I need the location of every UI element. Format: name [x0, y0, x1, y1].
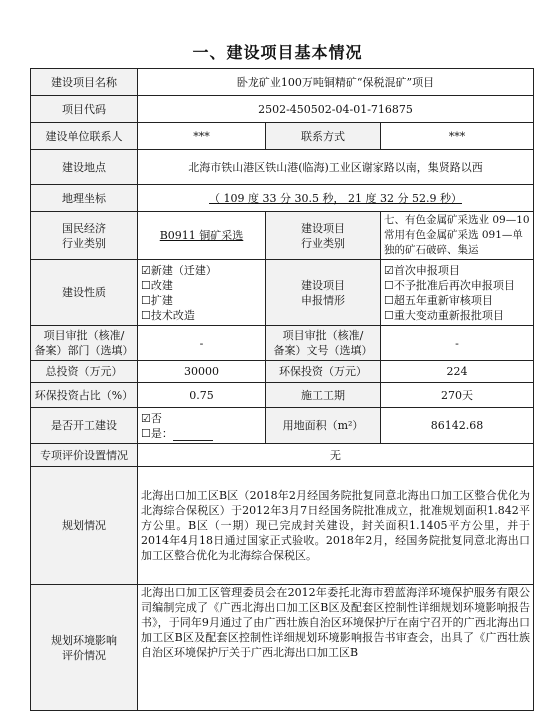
declaration-label: 建设项目 申报情形 [266, 260, 381, 326]
industry-label: 国民经济 行业类别 [31, 212, 138, 260]
nature-option-expand[interactable]: ☐扩建 [141, 293, 173, 307]
declaration-options [381, 260, 534, 326]
declaration-option-review[interactable]: ☐超五年重新审核项目 [384, 293, 493, 307]
planning-eia-value: 北海出口加工区管理委员会在2012年委托北海市碧蓝海洋环境保护服务有限公司编制完成了《广西北海出口加工区B区及配套区控制性详细规划环境影响报告书》，于同年9月通过了由广西壮族自治区环境保护厅在南宁召开的广西北海出口加工区B区及配套区控制性详细规划环境影响报告书审查会，出具了《广西壮族自治区环境保护厅关于广西北海出口加工区B [138, 585, 534, 711]
duration-value: 270天 [381, 383, 534, 408]
started-option-no[interactable]: ☑否 [141, 411, 162, 425]
contact-method-value: *** [381, 123, 534, 150]
contact-method-label: 联系方式 [266, 123, 381, 150]
planning-label: 规划情况 [31, 467, 138, 585]
contact-label: 建设单位联系人 [31, 123, 138, 150]
env-investment-label: 环保投资（万元） [266, 361, 381, 383]
coords-label: 地理坐标 [31, 185, 138, 212]
land-area-label: 用地面积（m²） [266, 408, 381, 444]
declaration-option-major[interactable]: ☐重大变动重新报批项目 [384, 308, 504, 322]
approval-doc-label: 项目审批（核准/ 备案）文号（选填） [266, 326, 381, 361]
special-eval-label: 专项评价设置情况 [31, 444, 138, 467]
ratio-value: 0.75 [138, 383, 266, 408]
project-code-label: 项目代码 [31, 96, 138, 123]
nature-label: 建设性质 [31, 260, 138, 326]
nature-option-rebuild[interactable]: ☐改建 [141, 278, 173, 292]
ratio-label: 环保投资占比（%） [31, 383, 138, 408]
industry-category-label: 建设项目 行业类别 [266, 212, 381, 260]
investment-label: 总投资（万元） [31, 361, 138, 383]
env-investment-value: 224 [381, 361, 534, 383]
project-name-label: 建设项目名称 [31, 69, 138, 96]
location-label: 建设地点 [31, 150, 138, 185]
duration-label: 施工工期 [266, 383, 381, 408]
page-title: 一、建设项目基本情况 [192, 43, 363, 62]
approval-dept-label: 项目审批（核准/ 备案）部门（选填） [31, 326, 138, 361]
special-eval-value: 无 [138, 444, 534, 467]
declaration-option-resubmit[interactable]: ☐不予批准后再次申报项目 [384, 278, 515, 292]
land-area-value: 86142.68 [381, 408, 534, 444]
started-label: 是否开工建设 [31, 408, 138, 444]
approval-doc-value: - [381, 326, 534, 361]
coords-value: （ 109 度 33 分 30.5 秒， 21 度 32 分 52.9 秒） [138, 185, 534, 212]
planning-eia-label: 规划环境影响 评价情况 [31, 585, 138, 711]
project-info-table [30, 68, 534, 711]
project-code-value: 2502-450502-04-01-716875 [138, 96, 534, 123]
project-name-value: 卧龙矿业100万吨铜精矿“保税混矿”项目 [138, 69, 534, 96]
started-options [138, 408, 266, 444]
location-value: 北海市铁山港区铁山港(临海)工业区谢家路以南，集贤路以西 [138, 150, 534, 185]
investment-value: 30000 [138, 361, 266, 383]
nature-option-new[interactable]: ☑新建（迁建） [141, 263, 217, 277]
nature-options [138, 260, 266, 326]
industry-category-value: 七、有色金属矿采选业 09—10 常用有色金属矿采选 091—单独的矿石破碎、集运 [381, 212, 534, 260]
contact-value: *** [138, 123, 266, 150]
nature-option-tech[interactable]: ☐技术改造 [141, 308, 195, 322]
started-blank-line [173, 430, 213, 441]
industry-value: B0911 铜矿采选 [138, 212, 266, 260]
planning-value: 北海出口加工区B区（2018年2月经国务院批复同意北海出口加工区整合优化为北海综合保税区）于2012年3月7日经国务院批准成立，批准规划面积1.842平方公里。B区（一期）现已完成封关建设，封关面积1.1405平方公里，并于2014年4月18日通过国家正式验收。2018年2月，经国务院批复同意北海出口加工区整合优化为北海综合保税区。 [138, 467, 534, 585]
started-option-yes-row [141, 426, 262, 441]
started-option-yes[interactable]: ☐是： [141, 426, 173, 440]
declaration-option-first[interactable]: ☑首次申报项目 [384, 263, 460, 277]
approval-dept-value: - [138, 326, 266, 361]
